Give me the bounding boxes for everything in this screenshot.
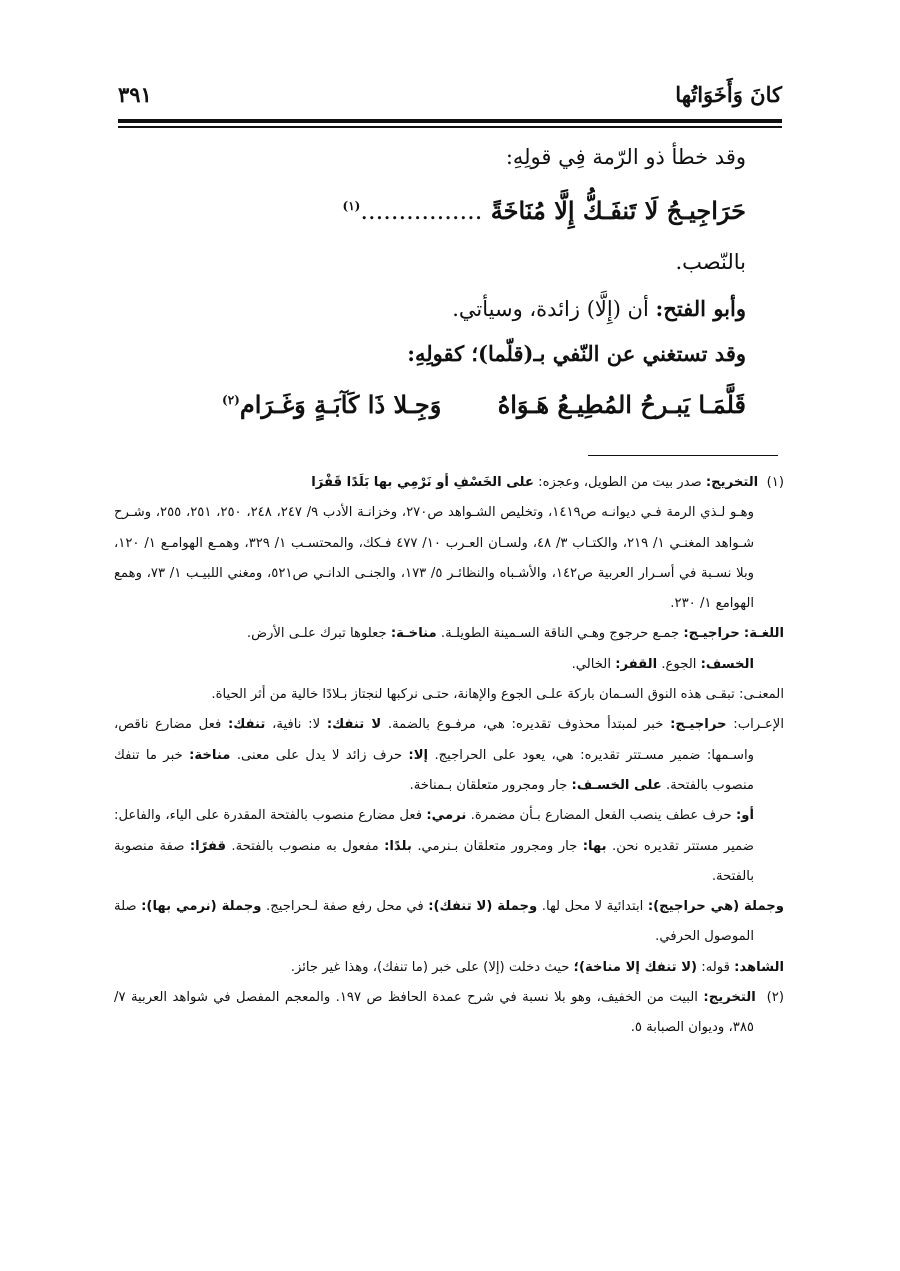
abu-alfath-label: وأبو الفتح: xyxy=(655,296,746,321)
verse-1-ellipsis: ................ xyxy=(360,197,483,225)
footnote-2 xyxy=(114,983,784,1044)
irab-text-5: خبر ما تنفك منصوب بالفتحة. xyxy=(114,747,754,793)
verse-1 xyxy=(343,196,747,225)
irab-text-1: خبر لمبتدأ محذوف تقديره: هي، مرفـوع بالضمة. xyxy=(387,717,664,733)
irab-text-4: حرف زائد لا يدل على معنى. xyxy=(236,747,403,763)
irab-label: الإعـراب: xyxy=(733,717,784,733)
footnote-separator xyxy=(588,455,778,456)
irab-text-2: لا: نافية، xyxy=(272,717,321,733)
footnote-ref-1: (١) xyxy=(342,199,361,213)
irab-word-3: تنفك: xyxy=(228,717,266,733)
irab-word-9: بها: xyxy=(582,838,607,854)
irab-word-6: على الخسـف: xyxy=(571,777,662,793)
maana-label: المعنـى: xyxy=(739,687,784,703)
jumla-text-3: صلة الموصول الحرفي. xyxy=(114,899,754,945)
lugha-text-2: جعلوها تبرك علـى الأرض. xyxy=(246,626,387,642)
lugha-word-2: مناخـة: xyxy=(390,626,437,642)
abu-alfath-text: أن (إِلَّا) زائدة، وسيأتي. xyxy=(452,297,649,321)
lugha-word-4: القفر: xyxy=(615,656,658,672)
verse-1-text: حَرَاجِيـجُ لَا تَنفَـكُّ إِلَّا مُنَاخَةً xyxy=(490,196,746,225)
footnote-2-text: البيت من الخفيف، وهو بلا نسبة في شرح عمدة الحافظ ص ١٩٧. والمعجم المفصل في شواهد العربية ٧/ ٣٨٥، وديوان الصبابة ٥. xyxy=(114,990,754,1036)
jumla-word-3: وجملة (نرمي بها): xyxy=(141,899,262,915)
footnote-1 xyxy=(114,468,784,498)
lugha-label: اللغـة: xyxy=(743,626,784,642)
footnote-1-intro: صدر بيت من الطويل، وعجزه: xyxy=(538,475,702,490)
footnote-ref-2: (٢) xyxy=(222,393,240,407)
lugha-word-1: حراجيـج: xyxy=(683,626,740,642)
irab-text-8: فعل مضارع منصوب بالفتحة المقدرة على الياء، والفاعل: ضمير مستتر تقديره نحن. xyxy=(114,808,754,854)
maana-text: تبقـى هذه النوق السـمان باركة علـى الجوع والإهانة، حتـى نركبها لنجتاز بـلادًا خالية من أثر الحياة. xyxy=(211,687,735,703)
footnote-1-sources: وهـو لـذي الرمة فـي ديوانـه ص١٤١٩، وتخليص الشـواهد ص٢٧٠، وخزانـة الأدب ٩/ ٢٤٧، ٢٤٨، ٢٥٠، ٢٥١، ٢٥٥، وشـرح شـواهد المغنـي ١/ ٢١٩، والكتـاب ٣/ ٤٨، ولسـان العـرب ١٠/ ٤٧٧ فـكك، والمحتسـب ١/ ٣٢٩، وهمـع الهوامـع ١/ ١٢٠، وبلا نسـبة في أسـرار العربية ص١٤٢، والأشـباه والنظائـر ٥/ ١٧٣، والجنـى الدانـي ص٥٢١، ومغني اللبيـب ١/ ٧٣، وهمع الهوامع ١/ ٢٣٠. xyxy=(114,505,754,612)
irab-word-11: قفرًا: xyxy=(189,838,226,854)
main-text xyxy=(118,0,782,460)
lugha-text-3: الجوع. xyxy=(661,656,697,672)
verse-2-second-hemistich xyxy=(222,390,441,419)
irab-word-2: لا تنفك: xyxy=(326,717,382,733)
jumla-label: وجملة (هي حراجيج): xyxy=(647,899,784,915)
footnote-2-number: (٢) xyxy=(766,990,785,1006)
footnote-maana xyxy=(114,680,784,710)
footnote-1-number: (١) xyxy=(766,475,784,490)
shahid-label: الشاهد: xyxy=(734,959,784,975)
footnote-shahid xyxy=(114,953,784,983)
jumla-text-1: ابتدائية لا محل لها. xyxy=(541,899,644,915)
irab-text-6: جار ومجرور متعلقان بـمناخة. xyxy=(409,777,568,793)
irab-text-3: فعل مضارع ناقص، واسـمها: ضمير مسـتتر تقديره: هي، يعود على الحراجيج. xyxy=(114,717,754,763)
shahid-word-2: (لا تنفك إلا مناخة)؛ xyxy=(573,959,698,975)
shahid-text-1: قوله: xyxy=(701,959,730,975)
footnotes xyxy=(114,468,784,1044)
qallama-line: وقد تستغني عن النّفي بـ(قلّما)؛ كقولِهِ: xyxy=(407,341,746,366)
irab-word-1: حراجيـج: xyxy=(670,717,727,733)
irab-word-10: بلدًا: xyxy=(384,838,412,854)
intro-line: وقد خطأ ذو الرّمة فِي قولِهِ: xyxy=(505,145,746,169)
jumla-word-2: وجملة (لا تنفك): xyxy=(428,899,538,915)
lugha-text-4: الخالي. xyxy=(571,656,611,672)
irab-word-7: أو: xyxy=(735,808,754,824)
jumla-text-2: في محل رفع صفة لـحراجيج. xyxy=(266,899,424,915)
abu-alfath-line xyxy=(452,296,746,321)
verse-2-second-text: وَجِـلا ذَا كَآبَـةٍ وَغَـرَام xyxy=(239,390,442,419)
footnote-1-hemistich: على الخَسْفِ أو نَرْمِي بها بَلَدًا قَفْرَا xyxy=(311,475,534,490)
nasb-line: بالنّصب. xyxy=(675,250,746,274)
running-title: كانَ وَأَخَوَاتُها xyxy=(675,82,782,107)
page-number: ٣٩١ xyxy=(118,82,152,107)
irab-text-10: مفعول به منصوب بالفتحة. xyxy=(231,838,379,854)
footnote-lugha xyxy=(114,619,784,680)
footnote-irab xyxy=(114,710,784,892)
footnote-1-label: التخريج: xyxy=(705,475,759,490)
lugha-word-3: الخسف: xyxy=(700,656,754,672)
lugha-text-1: جمـع حرجوج وهـي الناقة السـمينة الطويلـة. xyxy=(440,626,680,642)
irab-word-4: إلا: xyxy=(408,747,429,763)
footnote-2-label: التخريج: xyxy=(703,990,756,1006)
irab-text-9: جار ومجرور متعلقان بـنرمي. xyxy=(417,838,578,854)
irab-word-5: مناخة: xyxy=(189,747,231,763)
verse-2-first-hemistich: قَلَّمَـا يَبـرحُ المُطِيـعُ هَـوَاهُ xyxy=(497,390,746,419)
irab-text-7: حرف عطف ينصب الفعل المضارع بـأن مضمرة. xyxy=(470,808,732,824)
irab-word-8: نرمي: xyxy=(426,808,467,824)
footnote-jumla xyxy=(114,892,784,953)
irab-text-11: صفة منصوبة بالفتحة. xyxy=(114,838,754,884)
shahid-text-2: حيث دخلت (إلا) على خبر (ما تنفك)، وهذا غير جائز. xyxy=(290,959,570,975)
